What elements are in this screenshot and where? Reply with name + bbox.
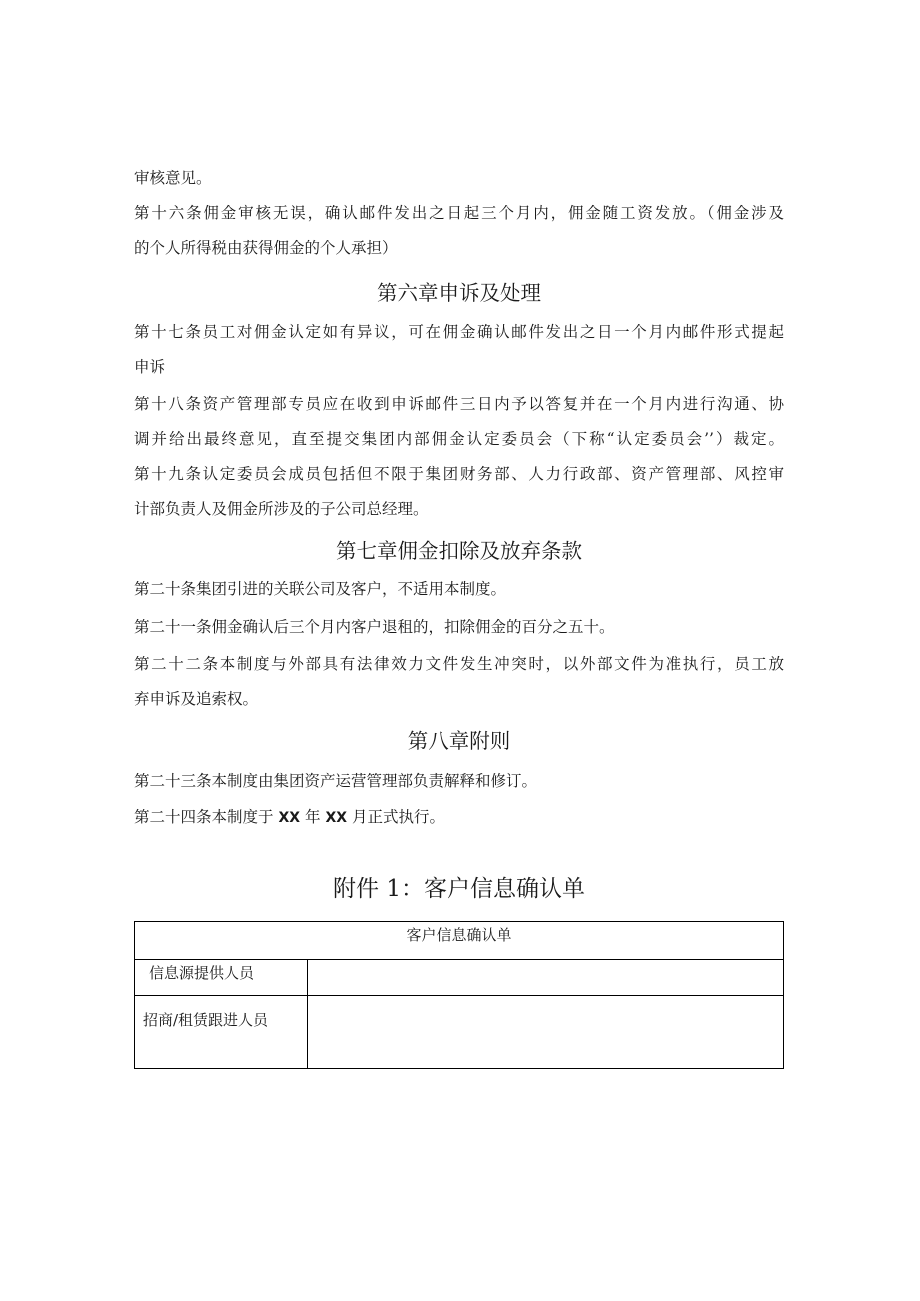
customer-info-table (134, 921, 784, 1069)
table-row (135, 960, 784, 996)
year-unit: 年 (304, 808, 321, 826)
table-header: 客户信息确认单 (135, 922, 784, 960)
row-value-follow-up[interactable] (308, 996, 784, 1069)
attachment-title: 附件 1：客户信息确认单 (333, 876, 585, 902)
paragraph-line: 第十七条员工对佣金认定如有异议，可在佣金确认邮件发出之日一个月内邮件形式提起 (134, 323, 784, 341)
paragraph-line: 第二十一条佣金确认后三个月内客户退租的，扣除佣金的百分之五十。 (134, 618, 615, 636)
row-label-info-source: 信息源提供人员 (135, 960, 308, 996)
paragraph-line: 的个人所得税由获得佣金的个人承担） (134, 239, 398, 257)
chapter-7-heading: 第七章佣金扣除及放弃条款 (336, 539, 582, 563)
paragraph-line: 第十八条资产管理部专员应在收到申诉邮件三日内予以答复并在一个月内进行沟通、协 (134, 395, 784, 413)
paragraph-line: 第二十二条本制度与外部具有法律效力文件发生冲突时，以外部文件为准执行，员工放 (134, 655, 784, 673)
row-label-follow-up: 招商/租赁跟进人员 (135, 996, 308, 1069)
paragraph-line: 弃申诉及追索权。 (134, 690, 259, 708)
paragraph-line: 申诉 (134, 358, 166, 376)
paragraph-line: 第二十三条本制度由集团资产运营管理部负责解释和修订。 (134, 772, 538, 790)
paragraph-line: 调并给出最终意见，直至提交集团内部佣金认定委员会（下称“认定委员会’’）裁定。 (134, 430, 784, 448)
chapter-6-heading: 第六章申诉及处理 (377, 281, 541, 305)
month-placeholder: XX (325, 810, 348, 826)
paragraph-line: 计部负责人及佣金所涉及的子公司总经理。 (134, 500, 429, 518)
paragraph-line: 第十九条认定委员会成员包括但不限于集团财务部、人力行政部、资产管理部、风控审 (134, 465, 784, 483)
row-value-info-source[interactable] (308, 960, 784, 996)
paragraph-line (134, 800, 784, 835)
month-unit: 月正式执行。 (351, 808, 445, 826)
chapter-8-heading: 第八章附则 (407, 729, 511, 753)
year-placeholder: XX (278, 810, 301, 826)
effective-date-prefix: 第二十四条本制度于 (134, 808, 274, 826)
table-row (135, 996, 784, 1069)
paragraph-line: 审核意见。 (134, 169, 212, 187)
paragraph-line: 第二十条集团引进的关联公司及客户，不适用本制度。 (134, 580, 507, 598)
paragraph-line: 第十六条佣金审核无误，确认邮件发出之日起三个月内，佣金随工资发放。（佣金涉及 (134, 204, 784, 222)
